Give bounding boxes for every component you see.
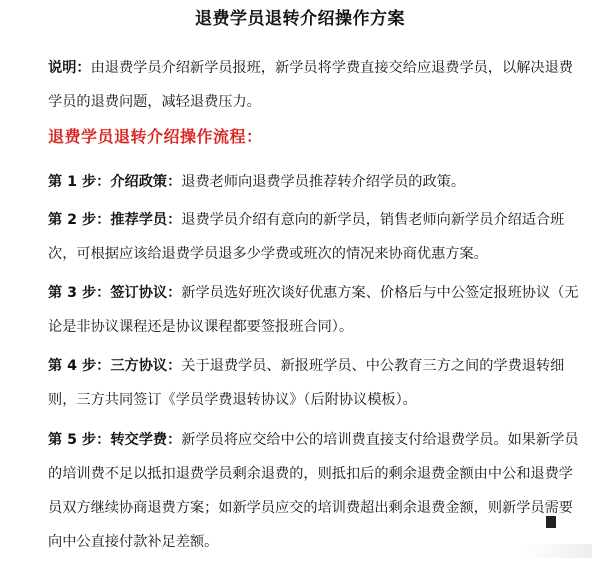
- step-5-text: 新学员将应交给中公的培训费直接支付给退费学员。如果新学员的培训费不足以抵扣退费学员剩余退费的，则抵扣后的剩余退费金额由中公和退费学员双方继续协商退费方案；如新学员应交的培训费超出剩余退费金额，则新学员需要向中公直接付款补足差额。: [48, 432, 579, 550]
- step-2-label: 第 2 步：推荐学员：: [48, 212, 182, 228]
- intro-label: 说明：: [48, 60, 91, 76]
- intro-paragraph: [48, 51, 584, 119]
- step-3-paragraph: [48, 276, 584, 344]
- step-3-label: 第 3 步：签订协议：: [48, 285, 182, 301]
- intro-text: 由退费学员介绍新学员报班，新学员将学费直接交给应退费学员，以解决退费学员的退费问题，减轻退费压力。: [48, 60, 573, 110]
- watermark-fade: [522, 544, 592, 558]
- step-1-paragraph: [48, 165, 584, 199]
- step-5-paragraph: [48, 423, 584, 559]
- step-4-text: 关于退费学员、新报班学员、中公教育三方之间的学费退转细则，三方共同签订《学员学费退转协议》（后附协议模板）。: [48, 358, 565, 408]
- watermark-mark-icon: [546, 516, 556, 528]
- step-2-text: 退费学员介绍有意向的新学员，销售老师向新学员介绍适合班次，可根据应该给退费学员退多少学费或班次的情况来协商优惠方案。: [48, 212, 565, 262]
- step-1-text: 退费老师向退费学员推荐转介绍学员的政策。: [181, 174, 466, 190]
- document-title: 退费学员退转介绍操作方案: [195, 9, 405, 29]
- step-4-label: 第 4 步：三方协议：: [48, 358, 182, 374]
- step-2-paragraph: [48, 203, 584, 271]
- step-5-label: 第 5 步：转交学费：: [48, 432, 182, 448]
- step-1-label: 第 1 步：介绍政策：: [48, 174, 182, 190]
- step-4-paragraph: [48, 349, 584, 417]
- step-3-text: 新学员选好班次谈好优惠方案、价格后与中公签定报班协议（无论是非协议课程还是协议课程都要签报班合同）。: [48, 285, 579, 335]
- section-heading: 退费学员退转介绍操作流程：: [48, 127, 263, 146]
